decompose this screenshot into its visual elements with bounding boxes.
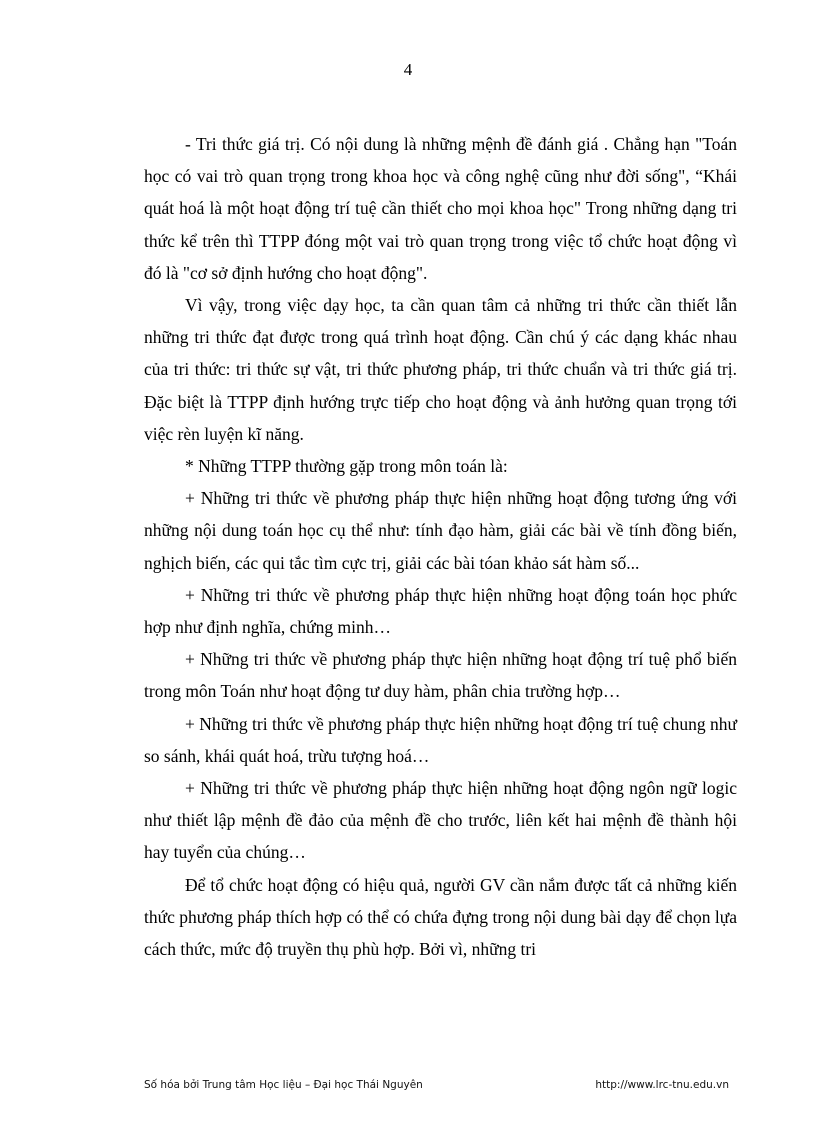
paragraph: Vì vậy, trong việc dạy học, ta cần quan tâm cả những tri thức cần thiết lẫn những tri thức đạt được trong quá trình hoạt động. Cần chú ý các dạng khác nhau của tri thức: tri thức sự vật, tri thức phương pháp, tri thức chuẩn và tri thức giá trị. Đặc biệt là TTPP định hướng trực tiếp cho hoạt động và ảnh hưởng quan trọng tới việc rèn luyện kĩ năng. — [144, 295, 737, 444]
paragraph: - Tri thức giá trị. Có nội dung là những mệnh đề đánh giá . Chẳng hạn "Toán học có vai trò quan trọng trong khoa học và công nghệ cũng như đời sống", “Khái quát hoá là một hoạt động trí tuệ cần thiết cho mọi khoa học" Trong những dạng tri thức kể trên thì TTPP đóng một vai trò quan trọng trong việc tổ chức hoạt động vì đó là "cơ sở định hướng cho hoạt động". — [144, 134, 737, 283]
body-text — [144, 128, 737, 965]
page-number: 4 — [403, 60, 413, 79]
paragraph: + Những tri thức về phương pháp thực hiện những hoạt động ngôn ngữ logic như thiết lập mệnh đề đảo của mệnh đề cho trước, liên kết hai mệnh đề thành hội hay tuyển của chúng… — [144, 778, 737, 863]
paragraph: + Những tri thức về phương pháp thực hiện những hoạt động tương ứng với những nội dung toán học cụ thể như: tính đạo hàm, giải các bài về tính đồng biến, nghịch biến, các qui tắc tìm cực trị, giải các bài tóan khảo sát hàm số... — [144, 488, 737, 573]
paragraph: + Những tri thức về phương pháp thực hiện những hoạt động trí tuệ phổ biến trong môn Toán như hoạt động tư duy hàm, phân chia trường hợp… — [144, 649, 737, 702]
footer-source: Số hóa bởi Trung tâm Học liệu – Đại học Thái Nguyên — [144, 1079, 423, 1091]
paragraph: + Những tri thức về phương pháp thực hiện những hoạt động trí tuệ chung như so sánh, khái quát hoá, trừu tượng hoá… — [144, 713, 737, 766]
paragraph: * Những TTPP thường gặp trong môn toán là: — [185, 456, 508, 477]
footer-url: http://www.lrc-tnu.edu.vn — [595, 1079, 729, 1091]
paragraph: + Những tri thức về phương pháp thực hiện những hoạt động toán học phức hợp như định nghĩa, chứng minh… — [144, 584, 737, 638]
paragraph: Để tổ chức hoạt động có hiệu quả, người GV cần nắm được tất cả những kiến thức phương pháp thích hợp có thể có chứa đựng trong nội dung bài dạy để chọn lựa cách thức, mức độ truyền thụ phù hợp. Bởi vì, những tri — [144, 874, 737, 960]
